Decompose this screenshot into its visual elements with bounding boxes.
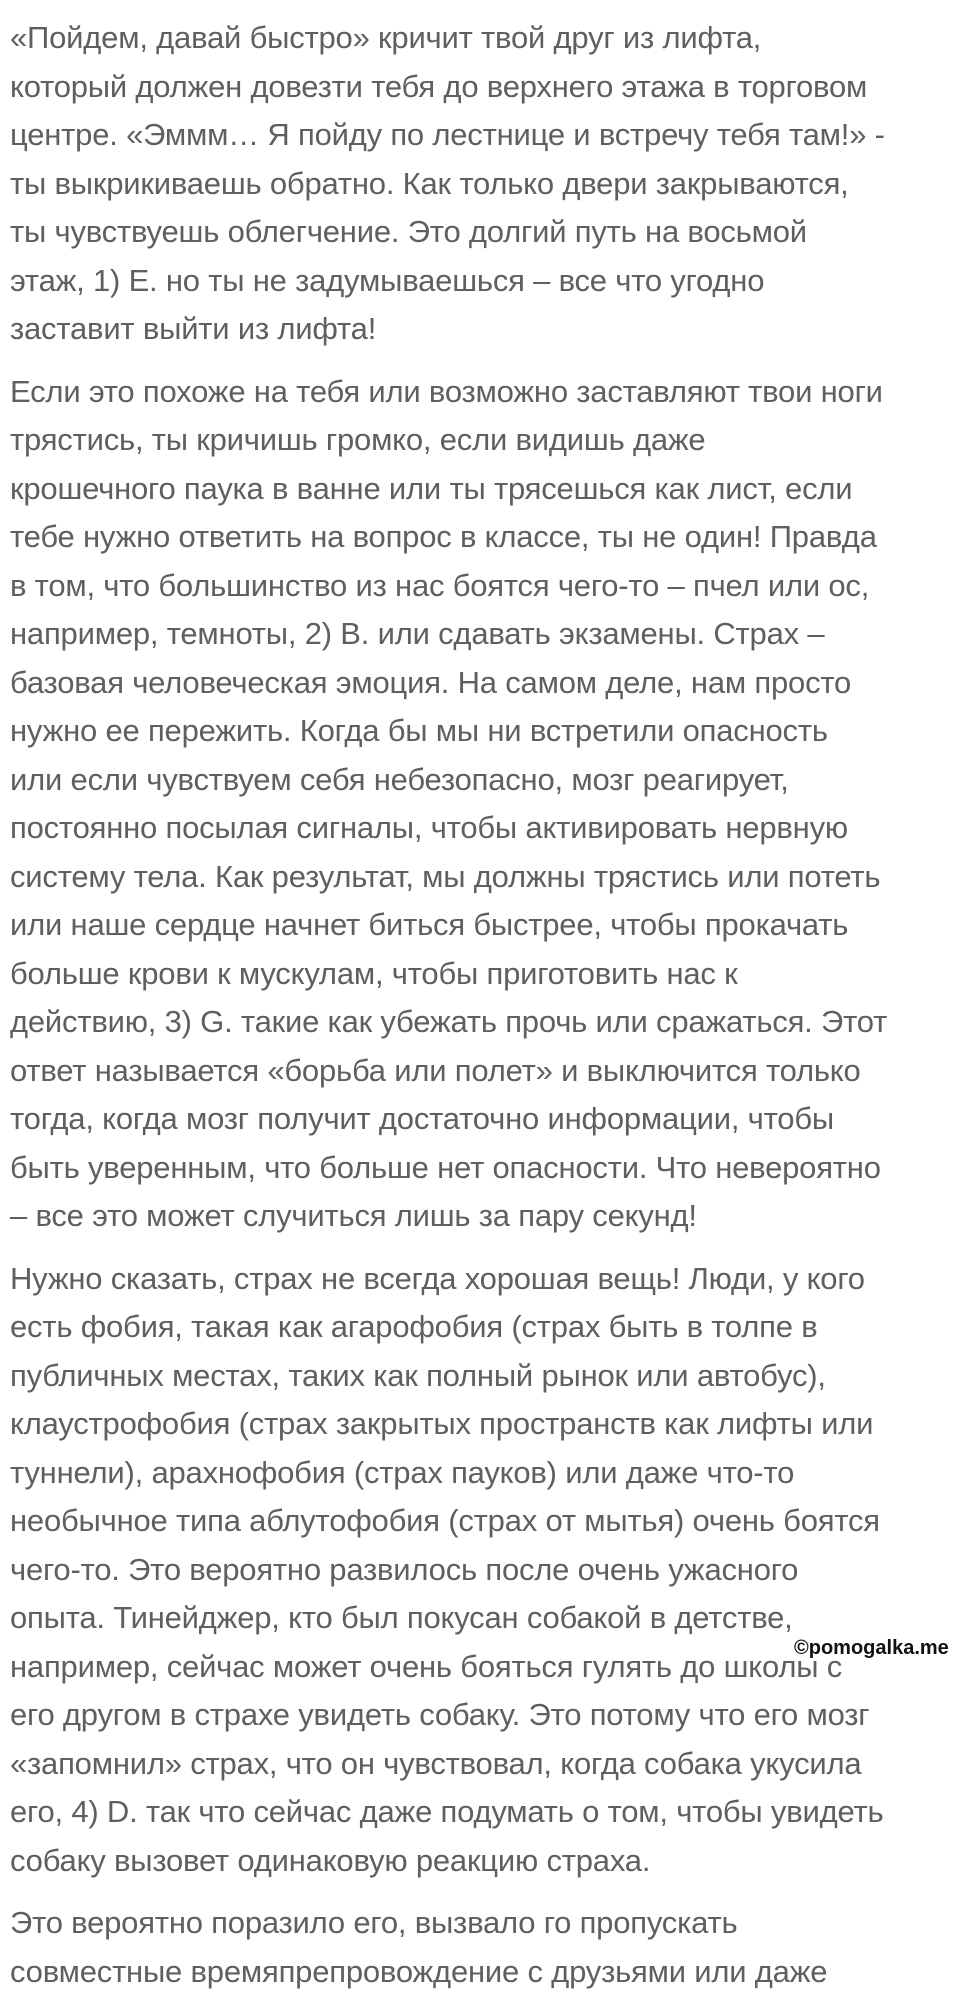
text-line: или наше сердце начнет биться быстрее, чтобы прокачать: [10, 907, 849, 942]
text-line: или если чувствуем себя небезопасно, мозг реагирует,: [10, 761, 789, 797]
text-line: трястись, ты кричишь громко, если видишь даже: [10, 422, 706, 457]
text-line: например, сейчас может очень бояться гулять до школы с: [10, 1648, 843, 1684]
paragraph-3: [10, 1255, 956, 1886]
text-line: есть фобия, такая как агарофобия (страх быть в толпе в: [10, 1309, 818, 1344]
text-line: этаж, 1) E. но ты не задумываешься – все что угодно: [10, 262, 765, 298]
text-line: тогда, когда мозг получит достаточно информации, чтобы: [10, 1101, 834, 1136]
text-line: постоянно посылая сигналы, чтобы активировать нервную: [10, 810, 848, 845]
text-line: его другом в страхе увидеть собаку. Это потому что его мозг: [10, 1697, 870, 1732]
text-line: необычное типа аблутофобия (страх от мытья) очень боятся: [10, 1503, 880, 1538]
text-line: ты чувствуешь облегчение. Это долгий путь на восьмой: [10, 214, 807, 249]
text-line: заставит выйти из лифта!: [10, 311, 377, 346]
text-line: который должен довезти тебя до верхнего этажа в торговом: [10, 68, 868, 104]
text-line: его, 4) D. так что сейчас даже подумать о том, чтобы увидеть: [10, 1794, 884, 1829]
text-line: базовая человеческая эмоция. На самом деле, нам просто: [10, 664, 852, 700]
text-line: Если это похоже на тебя или возможно заставляют твои ноги: [10, 373, 883, 409]
text-line: публичных местах, таких как полный рынок или автобус),: [10, 1357, 826, 1393]
text-line: в том, что большинство из нас боятся чего-то – пчел или ос,: [10, 567, 870, 603]
text-line: собаку вызовет одинаковую реакцию страха.: [10, 1842, 651, 1878]
text-line: больше крови к мускулам, чтобы приготовить нас к: [10, 955, 738, 991]
text-line: совместные времяпрепровождение с друзьями или даже: [10, 1953, 828, 1989]
text-line: «Пойдем, давай быстро» кричит твой друг из лифта,: [10, 20, 762, 55]
text-line: опыта. Тинейджер, кто был покусан собакой в детстве,: [10, 1600, 793, 1635]
text-line: Нужно сказать, страх не всегда хорошая вещь! Люди, у кого: [10, 1260, 865, 1296]
text-line: чего-то. Это вероятно развилось после очень ужасного: [10, 1551, 799, 1587]
watermark: ©pomogalka.me: [794, 1637, 949, 1659]
text-line: систему тела. Как результат, мы должны трястись или потеть: [10, 858, 881, 894]
article-text: [10, 14, 956, 2010]
text-line: «запомнил» страх, что он чувствовал, когда собака укусила: [10, 1745, 862, 1781]
text-line: быть уверенным, что больше нет опасности. Что невероятно: [10, 1149, 881, 1185]
text-line: ответ называется «борьба или полет» и выключится только: [10, 1052, 861, 1088]
text-line: нужно ее пережить. Когда бы мы ни встретили опасность: [10, 713, 828, 748]
text-line: например, темноты, 2) B. или сдавать экзамены. Страх –: [10, 616, 825, 651]
text-line: – все это может случиться лишь за пару секунд!: [10, 1198, 697, 1233]
text-line: центре. «Эммм… Я пойду по лестнице и встречу тебя там!» -: [10, 117, 885, 152]
paragraph-2: [10, 368, 956, 1241]
text-line: тебе нужно ответить на вопрос в классе, ты не один! Правда: [10, 519, 877, 554]
text-line: действию, 3) G. такие как убежать прочь или сражаться. Этот: [10, 1004, 888, 1039]
text-line: крошечного паука в ванне или ты трясешься как лист, если: [10, 470, 853, 506]
text-line: Это вероятно поразило его, вызвало го пропускать: [10, 1905, 738, 1940]
text-line: туннели), арахнофобия (страх пауков) или даже что-то: [10, 1454, 795, 1490]
text-line: ты выкрикиваешь обратно. Как только двери закрываются,: [10, 165, 849, 201]
paragraph-4: [10, 1899, 956, 1996]
paragraph-1: [10, 14, 956, 354]
text-line: клаустрофобия (страх закрытых пространств как лифты или: [10, 1406, 874, 1441]
